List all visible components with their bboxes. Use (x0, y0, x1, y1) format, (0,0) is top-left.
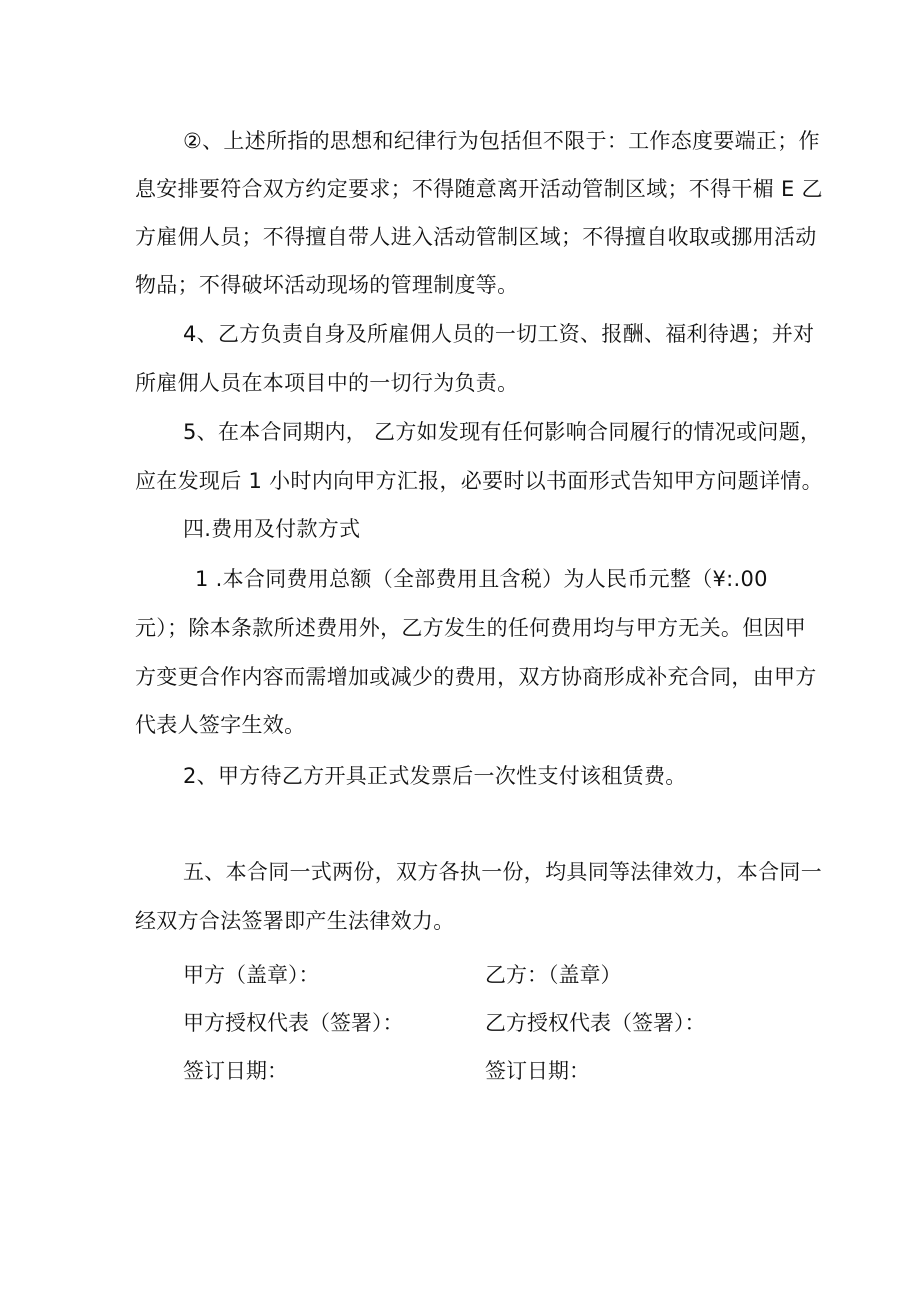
clause-2-line-2: 息安排要符合双方约定要求；不得随意离开活动管制区域；不得干楣 E 乙 (135, 177, 823, 201)
party-a-rep-label: 甲方授权代表（签署）： (183, 1011, 404, 1035)
section-5-line-1: 五、本合同一式两份，双方各执一份，均具同等法律效力，本合同一 (183, 860, 822, 884)
clause-4-line-2: 所雇佣人员在本项目中的一切行为负责。 (135, 371, 519, 395)
section-4-heading: 四.费用及付款方式 (183, 517, 361, 541)
clause-2-line-4: 物品；不得破坏活动现场的管理制度等。 (135, 273, 519, 297)
party-b-date-label: 签订日期： (485, 1059, 590, 1083)
party-b-seal-label: 乙方：（盖章） (485, 963, 622, 987)
party-a-seal-label: 甲方（盖章）： (183, 963, 320, 987)
clause-4-line-1: 4、乙方负责自身及所雇佣人员的一切工资、报酬、福利待遇；并对 (183, 322, 815, 346)
clause-2-line-3: 方雇佣人员；不得擅自带人进入活动管制区域；不得擅自收取或挪用活动 (135, 225, 817, 249)
fee-item-1-line-2: 元）；除本条款所述费用外，乙方发生的任何费用均与甲方无关。但因甲 (135, 616, 807, 640)
section-5-line-2: 经双方合法签署即产生法律效力。 (135, 909, 455, 933)
party-a-date-label: 签订日期： (183, 1059, 288, 1083)
clause-5-line-1: 5、在本合同期内， 乙方如发现有任何影响合同履行的情况或问题， (183, 420, 822, 444)
clause-5-line-2: 应在发现后 1 小时内向甲方汇报，必要时以书面形式告知甲方问题详情。 (135, 469, 823, 493)
fee-item-2: 2、甲方待乙方开具正式发票后一次性支付该租赁费。 (183, 764, 687, 788)
clause-2-line-1: ②、上述所指的思想和纪律行为包括但不限于：工作态度要端正；作 (183, 129, 820, 153)
party-b-rep-label: 乙方授权代表（签署）： (485, 1011, 706, 1035)
fee-item-1-line-3: 方变更合作内容而需增加或减少的费用，双方协商形成补充合同，由甲方 (135, 665, 817, 689)
fee-item-1-line-1: 1 .本合同费用总额（全部费用且含税）为人民币元整（¥:.00 (195, 567, 768, 591)
fee-item-1-line-4: 代表人签字生效。 (135, 713, 306, 737)
